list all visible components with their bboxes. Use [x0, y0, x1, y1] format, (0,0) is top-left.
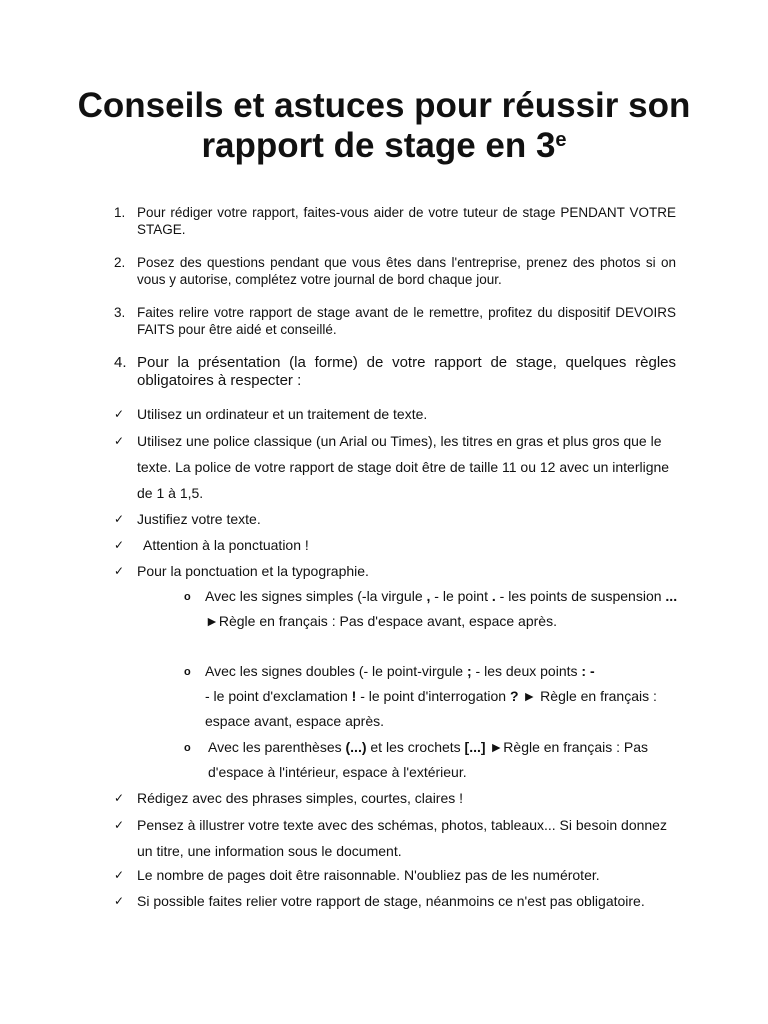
check-item-4: ✓ Attention à la ponctuation ! [114, 532, 684, 558]
title-text: Conseils et astuces pour réussir son rapport de stage en 3 [77, 86, 691, 165]
check-icon: ✓ [114, 791, 125, 805]
sub-item-brackets: o Avec les parenthèses (...) et les crochets [...] ►Règle en français : Pas d'espace à l'intérieur, espace à l'extérieur. [184, 735, 684, 785]
check-icon: ✓ [114, 512, 125, 526]
check-icon: ✓ [114, 407, 125, 421]
numbered-item-3: 3. Faites relire votre rapport de stage avant de le remettre, profitez du dispositif DEVOIRS FAITS pour être aidé et conseillé. [114, 305, 676, 337]
circle-bullet-icon: o [184, 591, 191, 603]
check-item-3: ✓ Justifiez votre texte. [114, 506, 684, 532]
check-item-1: ✓ Utilisez un ordinateur et un traitement de texte. [114, 401, 684, 427]
check-icon: ✓ [114, 538, 125, 552]
circle-bullet-icon: o [184, 666, 191, 678]
numbered-item-4: 4. Pour la présentation (la forme) de votre rapport de stage, quelques règles obligatoires à respecter : [114, 354, 676, 389]
check-item-6: ✓ Rédigez avec des phrases simples, courtes, claires ! [114, 785, 684, 811]
check-icon: ✓ [114, 868, 125, 882]
sub-item-double-signs: o Avec les signes doubles (- le point-virgule ; - les deux points : - - le point d'exclamation ! - le point d'interrogation ? ► Règle en français : espace avant, espace après. [184, 659, 684, 734]
check-item-5: ✓ Pour la ponctuation et la typographie. [114, 558, 684, 584]
sub-item-simple-signs: o Avec les signes simples (-la virgule , - le point . - les points de suspension ... ►Règle en français : Pas d'espace avant, espace après. [184, 584, 684, 634]
title-superscript: e [555, 129, 567, 151]
check-item-2: ✓ Utilisez une police classique (un Arial ou Times), les titres en gras et plus gros que le texte. La police de votre rapport de stage doit être de taille 11 ou 12 avec un interligne de 1 à 1,5. [114, 428, 684, 506]
check-item-8: ✓ Le nombre de pages doit être raisonnable. N'oubliez pas de les numéroter. [114, 862, 684, 888]
page-title [60, 86, 708, 166]
circle-bullet-icon: o [184, 742, 191, 754]
check-icon: ✓ [114, 894, 125, 908]
check-icon: ✓ [114, 818, 125, 832]
check-item-9: ✓ Si possible faites relier votre rapport de stage, néanmoins ce n'est pas obligatoire. [114, 888, 684, 914]
check-icon: ✓ [114, 434, 125, 448]
check-item-7: ✓ Pensez à illustrer votre texte avec des schémas, photos, tableaux... Si besoin donnez un titre, une information sous le document. [114, 812, 684, 864]
numbered-item-2: 2. Posez des questions pendant que vous êtes dans l'entreprise, prenez des photos si on vous y autorise, complétez votre journal de bord chaque jour. [114, 255, 676, 287]
check-icon: ✓ [114, 564, 125, 578]
numbered-item-1: 1. Pour rédiger votre rapport, faites-vous aider de votre tuteur de stage PENDANT VOTRE STAGE. [114, 205, 676, 237]
